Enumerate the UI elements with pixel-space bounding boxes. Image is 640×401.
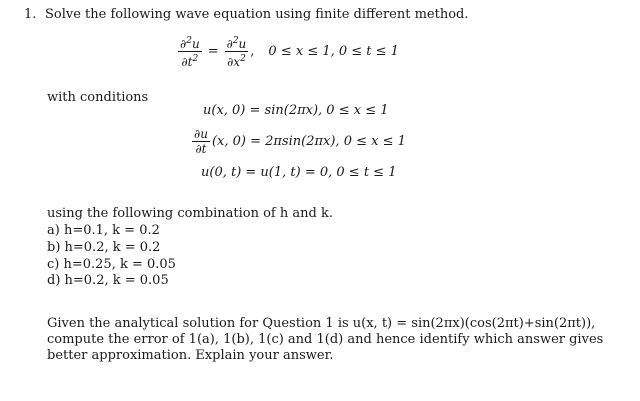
du-dt-fraction: $\frac{\partial u}{\partial t}$ (194, 127, 208, 156)
question-statement: Solve the following wave equation using finite different method. (45, 7, 469, 22)
conditions-label: with conditions (47, 90, 149, 105)
question-number: 1. (24, 7, 37, 22)
combination-item: d) h=0.2, k = 0.05 (47, 273, 169, 288)
analytical-line-3: better approximation. Explain your answer. (47, 348, 334, 363)
lhs-fraction: $\frac{\partial^2u}{\partial t^2}$ (180, 36, 200, 69)
condition-initial-displacement: u(x, 0) = sin(2πx), 0 ≤ x ≤ 1 (203, 103, 389, 118)
rhs-fraction: $\frac{\partial^2u}{\partial x^2}$ (226, 36, 247, 69)
analytical-line-2: compute the error of 1(a), 1(b), 1(c) and 1(d) and hence identify which answer gives (47, 332, 604, 347)
combination-item: b) h=0.2, k = 0.2 (47, 240, 161, 255)
pde-domain: 0 ≤ x ≤ 1, 0 ≤ t ≤ 1 (268, 43, 399, 59)
wave-equation: $\frac{\partial^2u}{\partial t^2}$ = $\frac{\partial^2u}{\partial x^2}$ , 0 ≤ x ≤ 1, 0 ≤ t ≤ 1 (180, 36, 399, 69)
condition-boundary: u(0, t) = u(1, t) = 0, 0 ≤ t ≤ 1 (201, 165, 397, 180)
combination-item: c) h=0.25, k = 0.05 (47, 257, 176, 272)
analytical-line-1: Given the analytical solution for Question 1 is u(x, t) = sin(2πx)(cos(2πt)+sin(2πt)), (47, 316, 596, 331)
condition-initial-velocity: $\frac{\partial u}{\partial t}$ (x, 0) = 2πsin(2πx), 0 ≤ x ≤ 1 (194, 127, 406, 156)
combinations-intro: using the following combination of h and k. (47, 206, 333, 221)
combination-item: a) h=0.1, k = 0.2 (47, 223, 160, 238)
